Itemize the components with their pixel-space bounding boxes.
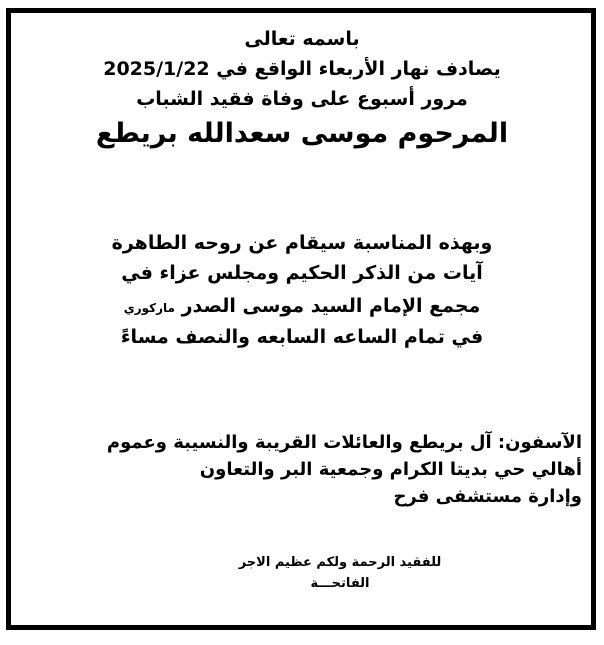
mourners-line-2: أهالي حي بديتا الكرام وجمعية البر والتعاون [199,459,582,480]
deceased-name: المرحوم موسى سعدالله بريطع [95,118,509,149]
occasion-line: مرور أسبوع على وفاة فقيد الشباب [136,88,468,110]
mourners-line-1: الآسفون: آل بريطع والعائلات القريبة والنسيبة وعموم [106,432,582,453]
venue-text: مجمع الإمام السيد موسى الصدر [181,295,481,317]
footer-line-2: الفاتحـــة [310,576,370,591]
body-line-1: وبهذه المناسبة سيقام عن روحه الطاهرة [111,232,493,254]
body-line-3 [0,295,604,317]
mourners-line-3: وإدارة مستشفى فرح [393,486,582,507]
venue-area: ماركوري [123,301,175,315]
body-line-2: آيات من الذكر الحكيم ومجلس عزاء في [121,262,483,284]
basmala-line: باسمه تعالى [244,28,360,50]
body-line-4: في تمام الساعه السابعه والنصف مساءً [120,326,484,348]
date-line: يصادف نهار الأربعاء الواقع في 2025/1/22 [103,58,501,80]
footer-line-1: للفقيد الرحمة ولكم عظيم الاجر [238,555,442,570]
